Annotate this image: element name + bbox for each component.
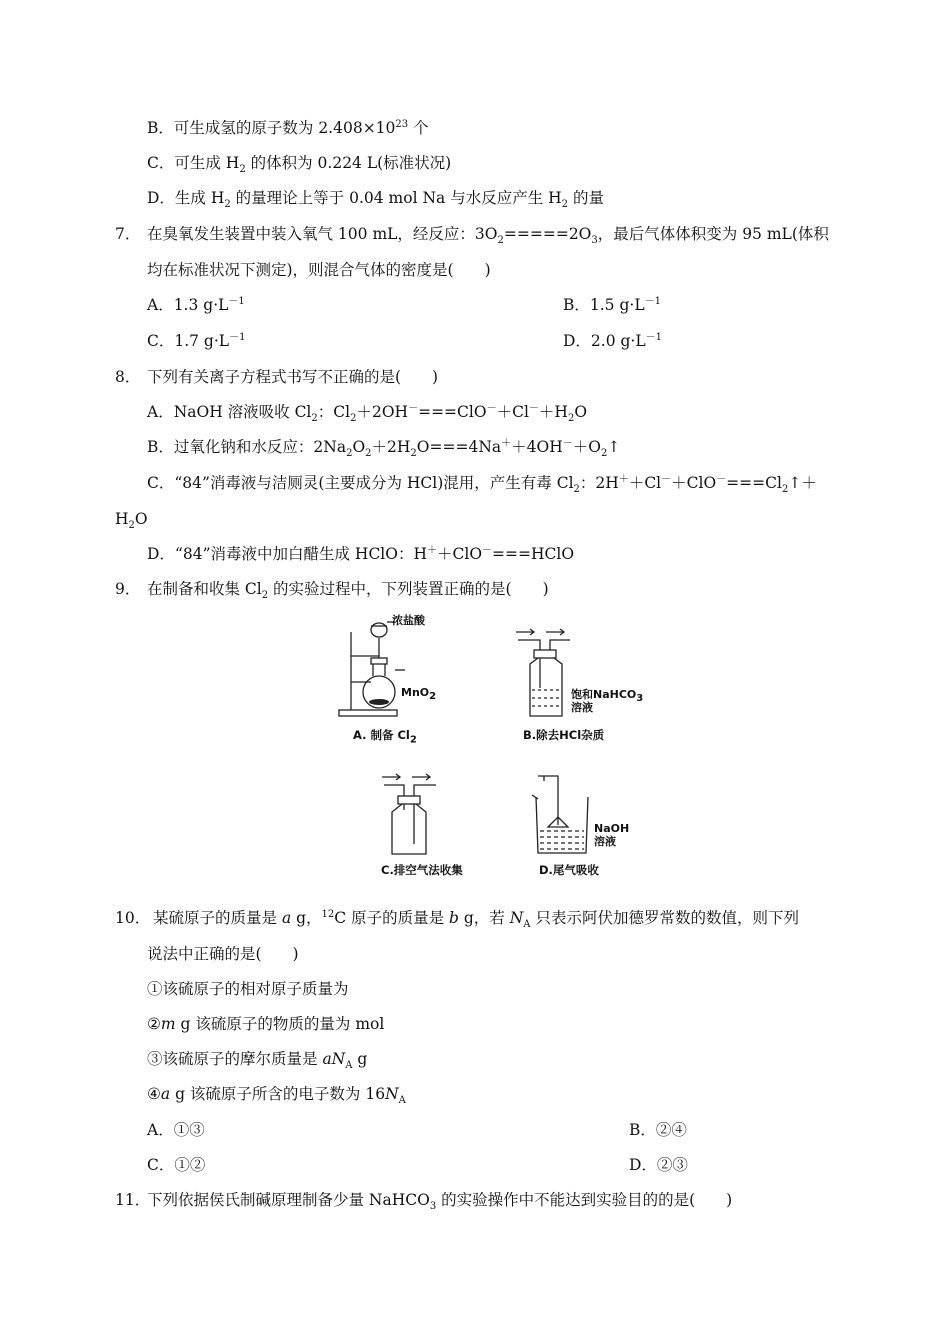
apparatus-a-label-acid: 浓盐酸 (392, 614, 425, 627)
q10-statement-4: ④a g 该硫原子所含的电子数为 $16N_A$ (147, 1085, 406, 1107)
apparatus-b-caption: B.除去HCl杂质 (523, 728, 605, 742)
q6-option-b: B．可生成氢的原子数为 $2.408\times 10^{23}$ 个 (147, 118, 429, 137)
q7-stem: 7． 在臭氧发生装置中装入氧气 100 mL，经反应：$3O_2=====2O_3$，最后气体体积变为 95 mL(体积 (115, 225, 829, 247)
q8-option-a: A．NaOH 溶液吸收 $Cl_2$：$Cl_2+2OH^-===ClO^-+Cl^-+H_2O$ (147, 402, 588, 425)
q8-option-c: C．“84”消毒液与洁厕灵(主要成分为 HCl)混用，产生有毒 $Cl_2$：$2H^++Cl^-+ClO^-===Cl_2↑+$ (147, 473, 817, 496)
reaction-arrow: ===== (503, 225, 569, 243)
q10-option-d: D．②③ (629, 1156, 688, 1174)
q11-stem: 11．下列依据侯氏制碱原理制备少量 NaHCO$_3$ 的实验操作中不能达到实验目的的是( ) (115, 1191, 733, 1213)
apparatus-d-caption: D.尾气吸收 (539, 863, 599, 877)
q6-option-d: D．生成 $H_2$ 的量理论上等于 0.04 mol Na 与水反应产生 $H_2$ 的量 (147, 189, 604, 211)
apparatus-c-figure (378, 772, 448, 862)
q10-statement-2: ②m g 该硫原子的物质的量为 mol (147, 1015, 385, 1033)
q10-stem-line2: 说法中正确的是( ) (147, 945, 299, 963)
q7-option-d: D．2.0 $g\cdot L^{-1}$ (563, 331, 663, 350)
q10-option-b: B．②④ (629, 1121, 687, 1139)
q8-stem: 8． 下列有关离子方程式书写不正确的是( ) (115, 368, 439, 386)
apparatus-a-caption: A. 制备 $Cl_2$ (353, 728, 417, 746)
q8-option-c-line2: $H_2O$ (115, 510, 148, 532)
q8-option-b: B．过氧化钠和水反应：$2Na_2O_2+2H_2O===4Na^++4OH^-+O_2↑$ (147, 437, 621, 460)
q10-statement-1: ①该硫原子的相对原子质量为 (147, 980, 349, 998)
apparatus-d-figure (530, 773, 600, 861)
apparatus-b-label-solution: 饱和NaHCO$_3$ 溶液 (571, 688, 644, 714)
q7-option-b: B．1.5 $g\cdot L^{-1}$ (563, 295, 661, 314)
q10-stem: 10． 某硫原子的质量是 a g，$^{12}$C 原子的质量是 b g，若 $N_A$ 只表示阿伏加德罗常数的数值，则下列 (115, 908, 799, 931)
q9-stem: 9． 在制备和收集 $Cl_2$ 的实验过程中，下列装置正确的是( ) (115, 580, 549, 602)
q7-stem-line2: 均在标准状况下测定)，则混合气体的密度是( ) (147, 261, 491, 279)
q10-option-c: C．①② (147, 1156, 206, 1174)
q7-option-c: C．1.7 $g\cdot L^{-1}$ (147, 331, 246, 350)
apparatus-a-figure (335, 612, 455, 720)
apparatus-a-label-mno2: MnO$_2$ (401, 686, 437, 703)
q7-option-a: A．1.3 $g\cdot L^{-1}$ (147, 295, 245, 314)
apparatus-d-label-naoh: NaOH 溶液 (594, 822, 630, 848)
q10-statement-3: ③该硫原子的摩尔质量是 $aN_A$ g (147, 1050, 368, 1072)
q8-option-d: D．“84”消毒液中加白醋生成 HClO：H＋＋ClO－===HClO (147, 544, 575, 563)
q10-option-a: A．①③ (147, 1121, 205, 1139)
apparatus-c-caption: C.排空气法收集 (381, 863, 463, 877)
q6-option-c: C．可生成 $H_2$ 的体积为 0.224 L(标准状况) (147, 154, 452, 176)
